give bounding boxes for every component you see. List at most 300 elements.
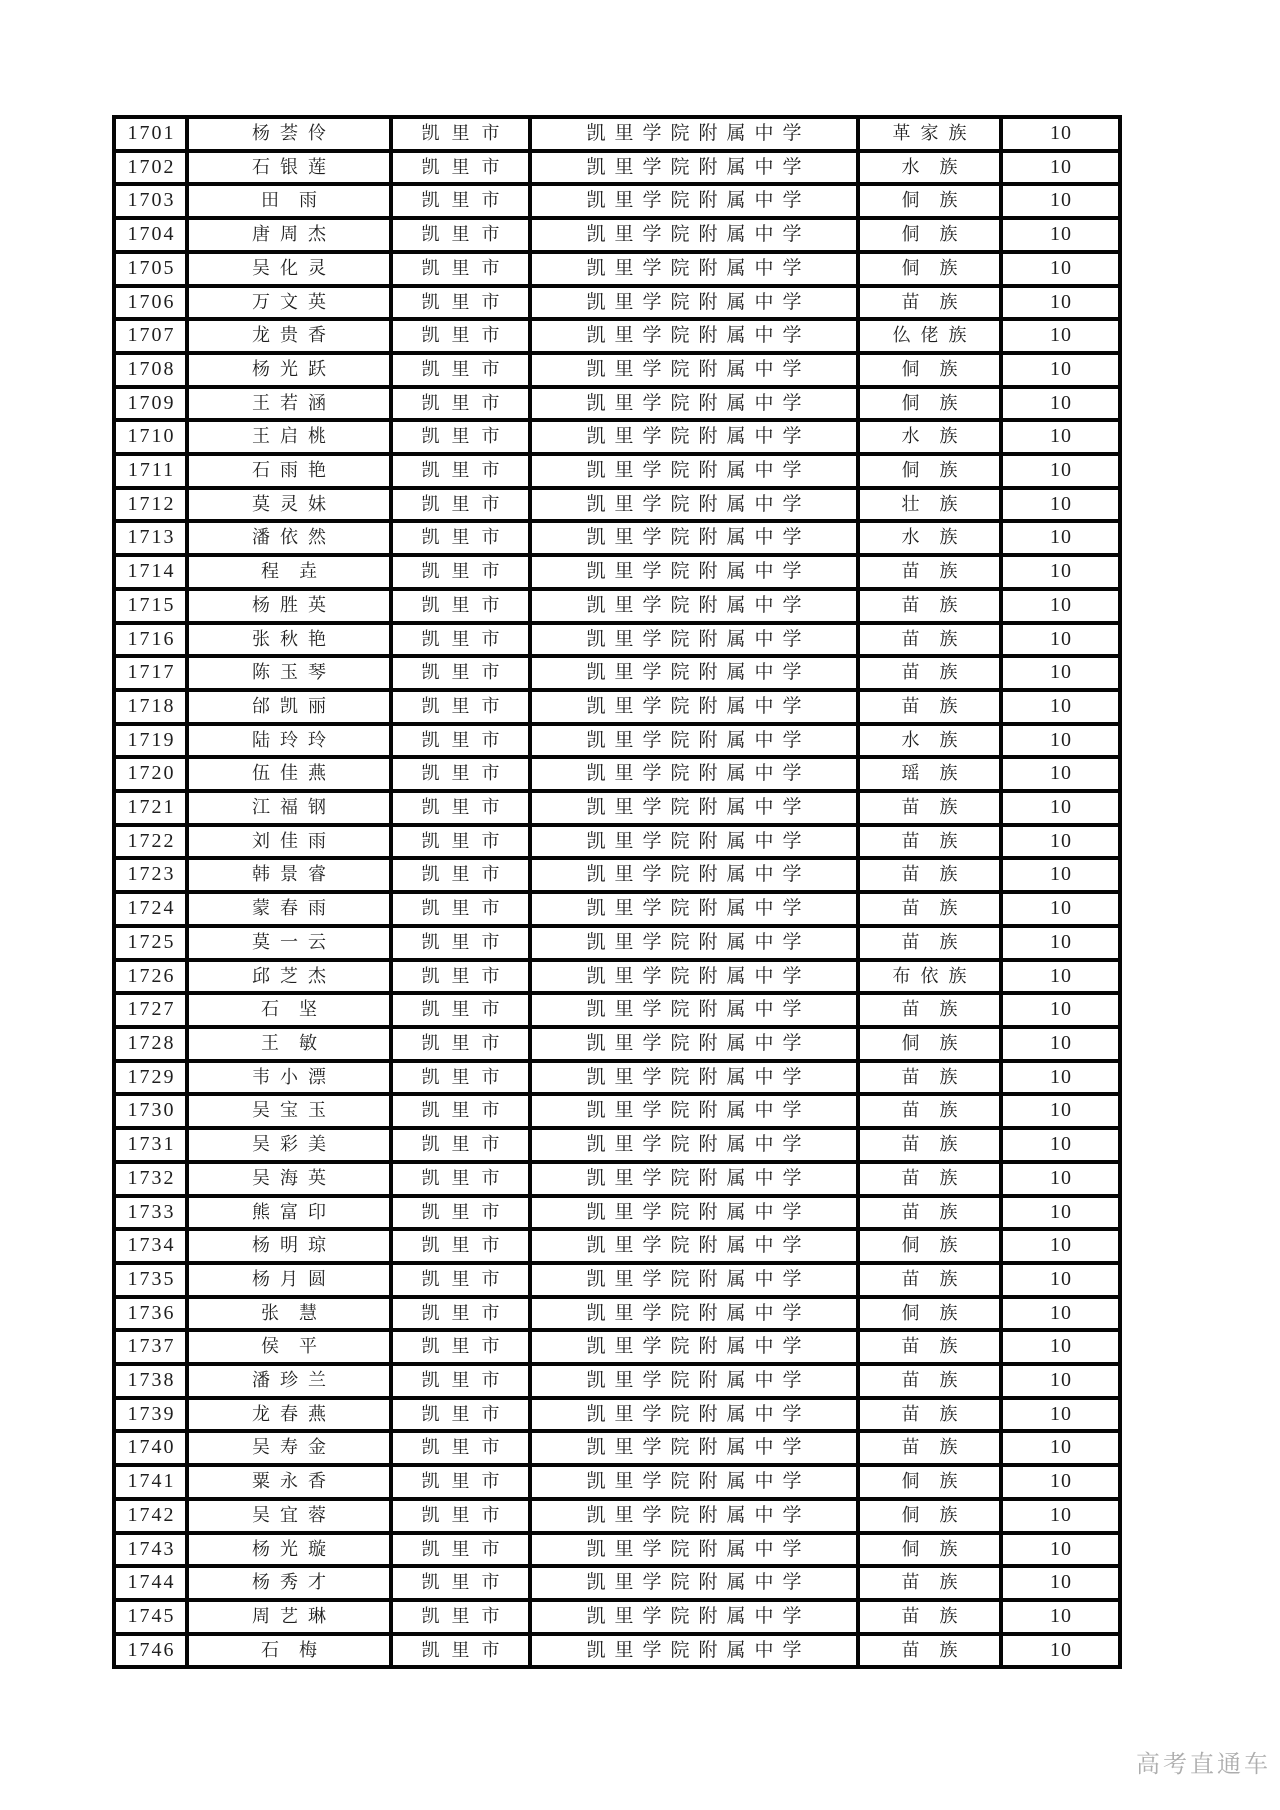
table-row [114, 690, 1120, 724]
cell-city: 凯里市 [391, 319, 530, 353]
cell-serial-number: 1708 [114, 353, 187, 387]
cell-student-name: 伍佳燕 [187, 757, 391, 791]
cell-city: 凯里市 [391, 993, 530, 1027]
cell-city: 凯里市 [391, 1094, 530, 1128]
cell-ethnicity: 苗族 [858, 1634, 1001, 1668]
cell-school: 凯里学院附属中学 [530, 1196, 858, 1230]
cell-student-name: 吴寿金 [187, 1431, 391, 1465]
cell-bonus-points: 10 [1001, 960, 1120, 994]
cell-city: 凯里市 [391, 1533, 530, 1567]
cell-ethnicity: 侗族 [858, 1027, 1001, 1061]
cell-school: 凯里学院附属中学 [530, 488, 858, 522]
cell-ethnicity: 侗族 [858, 218, 1001, 252]
cell-ethnicity: 瑶族 [858, 757, 1001, 791]
cell-school: 凯里学院附属中学 [530, 1263, 858, 1297]
cell-ethnicity: 苗族 [858, 656, 1001, 690]
cell-bonus-points: 10 [1001, 589, 1120, 623]
cell-student-name: 石坚 [187, 993, 391, 1027]
cell-bonus-points: 10 [1001, 252, 1120, 286]
cell-ethnicity: 苗族 [858, 926, 1001, 960]
cell-school: 凯里学院附属中学 [530, 960, 858, 994]
cell-serial-number: 1712 [114, 488, 187, 522]
table-row [114, 488, 1120, 522]
cell-city: 凯里市 [391, 454, 530, 488]
cell-bonus-points: 10 [1001, 353, 1120, 387]
cell-city: 凯里市 [391, 151, 530, 185]
table-row [114, 319, 1120, 353]
cell-ethnicity: 苗族 [858, 1061, 1001, 1095]
cell-ethnicity: 侗族 [858, 353, 1001, 387]
cell-serial-number: 1705 [114, 252, 187, 286]
cell-student-name: 吴海英 [187, 1162, 391, 1196]
cell-ethnicity: 水族 [858, 724, 1001, 758]
cell-ethnicity: 革家族 [858, 117, 1001, 151]
cell-city: 凯里市 [391, 555, 530, 589]
cell-school: 凯里学院附属中学 [530, 1061, 858, 1095]
cell-bonus-points: 10 [1001, 757, 1120, 791]
cell-bonus-points: 10 [1001, 1600, 1120, 1634]
cell-student-name: 张秋艳 [187, 623, 391, 657]
cell-ethnicity: 侗族 [858, 1297, 1001, 1331]
cell-student-name: 莫一云 [187, 926, 391, 960]
cell-city: 凯里市 [391, 1398, 530, 1432]
cell-student-name: 韩景睿 [187, 858, 391, 892]
cell-school: 凯里学院附属中学 [530, 454, 858, 488]
cell-school: 凯里学院附属中学 [530, 724, 858, 758]
table-row [114, 589, 1120, 623]
cell-school: 凯里学院附属中学 [530, 521, 858, 555]
cell-serial-number: 1715 [114, 589, 187, 623]
cell-city: 凯里市 [391, 1364, 530, 1398]
cell-serial-number: 1726 [114, 960, 187, 994]
cell-ethnicity: 苗族 [858, 1431, 1001, 1465]
cell-city: 凯里市 [391, 892, 530, 926]
table-row [114, 1566, 1120, 1600]
cell-school: 凯里学院附属中学 [530, 825, 858, 859]
table-row [114, 623, 1120, 657]
cell-city: 凯里市 [391, 1499, 530, 1533]
cell-ethnicity: 苗族 [858, 690, 1001, 724]
cell-bonus-points: 10 [1001, 1364, 1120, 1398]
cell-city: 凯里市 [391, 1061, 530, 1095]
cell-serial-number: 1716 [114, 623, 187, 657]
cell-city: 凯里市 [391, 1465, 530, 1499]
table-row [114, 454, 1120, 488]
cell-ethnicity: 水族 [858, 521, 1001, 555]
cell-ethnicity: 苗族 [858, 555, 1001, 589]
cell-ethnicity: 侗族 [858, 1229, 1001, 1263]
cell-student-name: 石银莲 [187, 151, 391, 185]
table-row [114, 825, 1120, 859]
table-row [114, 892, 1120, 926]
cell-school: 凯里学院附属中学 [530, 1094, 858, 1128]
cell-student-name: 程垚 [187, 555, 391, 589]
cell-student-name: 唐周杰 [187, 218, 391, 252]
table-row [114, 218, 1120, 252]
cell-school: 凯里学院附属中学 [530, 1533, 858, 1567]
cell-bonus-points: 10 [1001, 1297, 1120, 1331]
cell-ethnicity: 侗族 [858, 454, 1001, 488]
cell-ethnicity: 布依族 [858, 960, 1001, 994]
cell-serial-number: 1714 [114, 555, 187, 589]
table-row [114, 724, 1120, 758]
cell-serial-number: 1723 [114, 858, 187, 892]
cell-student-name: 王敏 [187, 1027, 391, 1061]
cell-ethnicity: 侗族 [858, 1465, 1001, 1499]
cell-school: 凯里学院附属中学 [530, 1364, 858, 1398]
table-row [114, 420, 1120, 454]
cell-city: 凯里市 [391, 724, 530, 758]
cell-school: 凯里学院附属中学 [530, 387, 858, 421]
table-row [114, 1094, 1120, 1128]
cell-city: 凯里市 [391, 387, 530, 421]
cell-serial-number: 1724 [114, 892, 187, 926]
cell-school: 凯里学院附属中学 [530, 184, 858, 218]
cell-student-name: 邱芝杰 [187, 960, 391, 994]
cell-school: 凯里学院附属中学 [530, 1431, 858, 1465]
cell-bonus-points: 10 [1001, 623, 1120, 657]
cell-school: 凯里学院附属中学 [530, 319, 858, 353]
cell-ethnicity: 苗族 [858, 623, 1001, 657]
table-row [114, 960, 1120, 994]
cell-city: 凯里市 [391, 117, 530, 151]
cell-city: 凯里市 [391, 623, 530, 657]
cell-serial-number: 1704 [114, 218, 187, 252]
cell-serial-number: 1721 [114, 791, 187, 825]
cell-bonus-points: 10 [1001, 1196, 1120, 1230]
cell-city: 凯里市 [391, 1431, 530, 1465]
cell-ethnicity: 苗族 [858, 791, 1001, 825]
cell-student-name: 吴彩美 [187, 1128, 391, 1162]
table-row [114, 555, 1120, 589]
cell-student-name: 王启桃 [187, 420, 391, 454]
table-row [114, 1431, 1120, 1465]
table-row [114, 117, 1120, 151]
cell-school: 凯里学院附属中学 [530, 623, 858, 657]
cell-bonus-points: 10 [1001, 420, 1120, 454]
table-row [114, 926, 1120, 960]
cell-bonus-points: 10 [1001, 724, 1120, 758]
cell-student-name: 刘佳雨 [187, 825, 391, 859]
cell-student-name: 周艺琳 [187, 1600, 391, 1634]
cell-school: 凯里学院附属中学 [530, 757, 858, 791]
cell-ethnicity: 水族 [858, 420, 1001, 454]
cell-serial-number: 1731 [114, 1128, 187, 1162]
cell-student-name: 石梅 [187, 1634, 391, 1668]
table-row [114, 387, 1120, 421]
cell-school: 凯里学院附属中学 [530, 858, 858, 892]
cell-serial-number: 1734 [114, 1229, 187, 1263]
table-row [114, 1398, 1120, 1432]
cell-city: 凯里市 [391, 1196, 530, 1230]
cell-serial-number: 1733 [114, 1196, 187, 1230]
table-row [114, 1027, 1120, 1061]
cell-ethnicity: 苗族 [858, 1364, 1001, 1398]
cell-serial-number: 1702 [114, 151, 187, 185]
table-row [114, 521, 1120, 555]
cell-student-name: 杨荟伶 [187, 117, 391, 151]
cell-student-name: 莫灵妹 [187, 488, 391, 522]
cell-serial-number: 1728 [114, 1027, 187, 1061]
table-row [114, 1499, 1120, 1533]
cell-ethnicity: 侗族 [858, 1533, 1001, 1567]
cell-student-name: 龙春燕 [187, 1398, 391, 1432]
cell-school: 凯里学院附属中学 [530, 1027, 858, 1061]
cell-bonus-points: 10 [1001, 1128, 1120, 1162]
student-roster-table [112, 115, 1122, 1669]
cell-city: 凯里市 [391, 286, 530, 320]
cell-bonus-points: 10 [1001, 151, 1120, 185]
cell-city: 凯里市 [391, 1229, 530, 1263]
cell-student-name: 石雨艳 [187, 454, 391, 488]
cell-city: 凯里市 [391, 858, 530, 892]
table-row [114, 1061, 1120, 1095]
cell-city: 凯里市 [391, 791, 530, 825]
cell-serial-number: 1717 [114, 656, 187, 690]
table-row [114, 286, 1120, 320]
cell-ethnicity: 侗族 [858, 184, 1001, 218]
cell-serial-number: 1740 [114, 1431, 187, 1465]
cell-city: 凯里市 [391, 184, 530, 218]
table-row [114, 1263, 1120, 1297]
cell-bonus-points: 10 [1001, 825, 1120, 859]
cell-student-name: 杨明琼 [187, 1229, 391, 1263]
cell-serial-number: 1718 [114, 690, 187, 724]
cell-city: 凯里市 [391, 420, 530, 454]
cell-serial-number: 1744 [114, 1566, 187, 1600]
cell-serial-number: 1741 [114, 1465, 187, 1499]
cell-city: 凯里市 [391, 353, 530, 387]
cell-serial-number: 1720 [114, 757, 187, 791]
cell-bonus-points: 10 [1001, 555, 1120, 589]
cell-student-name: 潘珍兰 [187, 1364, 391, 1398]
cell-ethnicity: 仫佬族 [858, 319, 1001, 353]
cell-bonus-points: 10 [1001, 1330, 1120, 1364]
cell-student-name: 杨月圆 [187, 1263, 391, 1297]
cell-bonus-points: 10 [1001, 1061, 1120, 1095]
cell-school: 凯里学院附属中学 [530, 589, 858, 623]
roster-body [114, 117, 1120, 1667]
cell-student-name: 韦小漂 [187, 1061, 391, 1095]
cell-city: 凯里市 [391, 488, 530, 522]
table-row [114, 656, 1120, 690]
cell-serial-number: 1725 [114, 926, 187, 960]
cell-ethnicity: 苗族 [858, 858, 1001, 892]
cell-school: 凯里学院附属中学 [530, 1398, 858, 1432]
cell-student-name: 吴宜蓉 [187, 1499, 391, 1533]
table-row [114, 1162, 1120, 1196]
cell-school: 凯里学院附属中学 [530, 690, 858, 724]
cell-bonus-points: 10 [1001, 1533, 1120, 1567]
cell-student-name: 吴化灵 [187, 252, 391, 286]
cell-serial-number: 1746 [114, 1634, 187, 1668]
table-row [114, 184, 1120, 218]
cell-school: 凯里学院附属中学 [530, 926, 858, 960]
cell-bonus-points: 10 [1001, 1162, 1120, 1196]
cell-serial-number: 1738 [114, 1364, 187, 1398]
cell-bonus-points: 10 [1001, 184, 1120, 218]
table-row [114, 1533, 1120, 1567]
cell-bonus-points: 10 [1001, 117, 1120, 151]
cell-city: 凯里市 [391, 1297, 530, 1331]
cell-bonus-points: 10 [1001, 1027, 1120, 1061]
table-row [114, 791, 1120, 825]
cell-school: 凯里学院附属中学 [530, 791, 858, 825]
cell-student-name: 熊富印 [187, 1196, 391, 1230]
cell-bonus-points: 10 [1001, 1431, 1120, 1465]
cell-bonus-points: 10 [1001, 892, 1120, 926]
cell-school: 凯里学院附属中学 [530, 1297, 858, 1331]
cell-bonus-points: 10 [1001, 286, 1120, 320]
cell-bonus-points: 10 [1001, 791, 1120, 825]
cell-student-name: 田雨 [187, 184, 391, 218]
cell-bonus-points: 10 [1001, 1263, 1120, 1297]
cell-student-name: 杨光璇 [187, 1533, 391, 1567]
cell-student-name: 陆玲玲 [187, 724, 391, 758]
cell-school: 凯里学院附属中学 [530, 420, 858, 454]
cell-city: 凯里市 [391, 1128, 530, 1162]
cell-ethnicity: 苗族 [858, 1600, 1001, 1634]
cell-ethnicity: 壮族 [858, 488, 1001, 522]
cell-ethnicity: 苗族 [858, 1398, 1001, 1432]
cell-bonus-points: 10 [1001, 1094, 1120, 1128]
cell-ethnicity: 侗族 [858, 252, 1001, 286]
cell-school: 凯里学院附属中学 [530, 252, 858, 286]
cell-student-name: 万文英 [187, 286, 391, 320]
cell-bonus-points: 10 [1001, 521, 1120, 555]
cell-student-name: 龙贵香 [187, 319, 391, 353]
cell-student-name: 侯平 [187, 1330, 391, 1364]
cell-serial-number: 1709 [114, 387, 187, 421]
cell-student-name: 吴宝玉 [187, 1094, 391, 1128]
cell-city: 凯里市 [391, 521, 530, 555]
cell-student-name: 蒙春雨 [187, 892, 391, 926]
cell-school: 凯里学院附属中学 [530, 151, 858, 185]
cell-bonus-points: 10 [1001, 1229, 1120, 1263]
cell-city: 凯里市 [391, 1330, 530, 1364]
cell-serial-number: 1729 [114, 1061, 187, 1095]
cell-city: 凯里市 [391, 1600, 530, 1634]
cell-bonus-points: 10 [1001, 656, 1120, 690]
cell-ethnicity: 水族 [858, 151, 1001, 185]
cell-city: 凯里市 [391, 589, 530, 623]
cell-student-name: 王若涵 [187, 387, 391, 421]
cell-bonus-points: 10 [1001, 454, 1120, 488]
cell-city: 凯里市 [391, 252, 530, 286]
cell-serial-number: 1730 [114, 1094, 187, 1128]
table-row [114, 353, 1120, 387]
cell-student-name: 江福钢 [187, 791, 391, 825]
cell-bonus-points: 10 [1001, 218, 1120, 252]
cell-city: 凯里市 [391, 1162, 530, 1196]
cell-student-name: 陈玉琴 [187, 656, 391, 690]
cell-bonus-points: 10 [1001, 387, 1120, 421]
cell-serial-number: 1701 [114, 117, 187, 151]
cell-school: 凯里学院附属中学 [530, 1162, 858, 1196]
cell-city: 凯里市 [391, 926, 530, 960]
table-row [114, 1297, 1120, 1331]
cell-serial-number: 1722 [114, 825, 187, 859]
cell-school: 凯里学院附属中学 [530, 656, 858, 690]
cell-school: 凯里学院附属中学 [530, 1229, 858, 1263]
cell-serial-number: 1707 [114, 319, 187, 353]
cell-city: 凯里市 [391, 1027, 530, 1061]
table-row [114, 1229, 1120, 1263]
cell-student-name: 邰凯丽 [187, 690, 391, 724]
cell-serial-number: 1710 [114, 420, 187, 454]
cell-school: 凯里学院附属中学 [530, 1600, 858, 1634]
cell-bonus-points: 10 [1001, 690, 1120, 724]
cell-bonus-points: 10 [1001, 926, 1120, 960]
cell-ethnicity: 侗族 [858, 387, 1001, 421]
cell-serial-number: 1745 [114, 1600, 187, 1634]
cell-student-name: 杨胜英 [187, 589, 391, 623]
cell-bonus-points: 10 [1001, 488, 1120, 522]
cell-serial-number: 1742 [114, 1499, 187, 1533]
cell-bonus-points: 10 [1001, 1465, 1120, 1499]
cell-bonus-points: 10 [1001, 319, 1120, 353]
cell-school: 凯里学院附属中学 [530, 1634, 858, 1668]
table-row [114, 1196, 1120, 1230]
cell-school: 凯里学院附属中学 [530, 353, 858, 387]
cell-ethnicity: 苗族 [858, 1094, 1001, 1128]
cell-ethnicity: 侗族 [858, 1499, 1001, 1533]
cell-school: 凯里学院附属中学 [530, 993, 858, 1027]
cell-school: 凯里学院附属中学 [530, 555, 858, 589]
cell-ethnicity: 苗族 [858, 1128, 1001, 1162]
cell-student-name: 潘依然 [187, 521, 391, 555]
cell-bonus-points: 10 [1001, 993, 1120, 1027]
table-row [114, 858, 1120, 892]
table-row [114, 1330, 1120, 1364]
cell-city: 凯里市 [391, 218, 530, 252]
cell-ethnicity: 苗族 [858, 1263, 1001, 1297]
cell-school: 凯里学院附属中学 [530, 1566, 858, 1600]
cell-school: 凯里学院附属中学 [530, 117, 858, 151]
cell-student-name: 张慧 [187, 1297, 391, 1331]
cell-city: 凯里市 [391, 690, 530, 724]
cell-bonus-points: 10 [1001, 1398, 1120, 1432]
table-row [114, 993, 1120, 1027]
cell-serial-number: 1703 [114, 184, 187, 218]
cell-city: 凯里市 [391, 1634, 530, 1668]
cell-city: 凯里市 [391, 656, 530, 690]
cell-ethnicity: 苗族 [858, 1566, 1001, 1600]
cell-ethnicity: 苗族 [858, 1162, 1001, 1196]
cell-serial-number: 1736 [114, 1297, 187, 1331]
cell-school: 凯里学院附属中学 [530, 1128, 858, 1162]
cell-city: 凯里市 [391, 757, 530, 791]
table-row [114, 1465, 1120, 1499]
cell-ethnicity: 苗族 [858, 1330, 1001, 1364]
cell-school: 凯里学院附属中学 [530, 1499, 858, 1533]
cell-city: 凯里市 [391, 825, 530, 859]
table-row [114, 1600, 1120, 1634]
cell-bonus-points: 10 [1001, 858, 1120, 892]
cell-city: 凯里市 [391, 1566, 530, 1600]
cell-ethnicity: 苗族 [858, 286, 1001, 320]
cell-student-name: 杨秀才 [187, 1566, 391, 1600]
table-row [114, 1364, 1120, 1398]
cell-serial-number: 1713 [114, 521, 187, 555]
cell-serial-number: 1727 [114, 993, 187, 1027]
table-row [114, 1128, 1120, 1162]
cell-ethnicity: 苗族 [858, 993, 1001, 1027]
cell-school: 凯里学院附属中学 [530, 218, 858, 252]
table-row [114, 252, 1120, 286]
cell-ethnicity: 苗族 [858, 589, 1001, 623]
cell-ethnicity: 苗族 [858, 825, 1001, 859]
